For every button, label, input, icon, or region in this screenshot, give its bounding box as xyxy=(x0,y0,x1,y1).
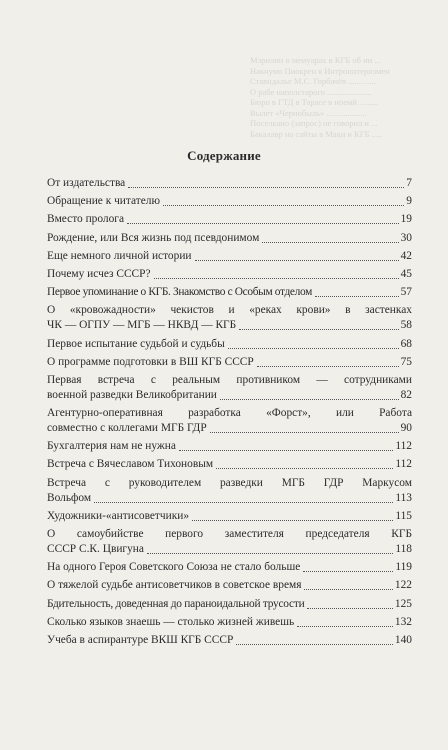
toc-entry-title: О тяжелой судьбе антисоветчиков в советское время xyxy=(47,579,302,592)
dot-leader xyxy=(192,520,393,521)
table-of-contents xyxy=(47,176,412,651)
toc-entry-page: 57 xyxy=(400,286,412,299)
toc-entry-page: 7 xyxy=(406,177,412,189)
page-title: Содержание xyxy=(187,148,261,163)
toc-entry-title: Обращение к читателю xyxy=(47,195,161,208)
dot-leader xyxy=(315,296,399,297)
toc-entry xyxy=(47,560,412,575)
toc-entry xyxy=(47,509,412,524)
dot-leader xyxy=(210,432,399,433)
toc-entry-title-line: О «кровожадности» чекистов и «реках крови» в застенках xyxy=(47,304,412,317)
toc-entry xyxy=(47,439,412,454)
dot-leader xyxy=(179,450,393,451)
toc-entry-page: 82 xyxy=(400,388,412,401)
toc-entry-page: 19 xyxy=(400,213,412,226)
toc-entry xyxy=(47,355,412,370)
toc-entry-title-line: Первая встреча с реальным противником — сотрудниками xyxy=(47,373,412,386)
toc-entry-title: Еще немного личной истории xyxy=(47,249,192,262)
bleed-through-text xyxy=(250,55,448,139)
toc-entry-title: Бдительность, доведенная до параноидальной трусости xyxy=(47,597,305,610)
toc-entry xyxy=(47,406,412,436)
toc-entry-title: Первое испытание судьбой и судьбы xyxy=(47,337,225,350)
toc-entry-title: На одного Героя Советского Союза не стало больше xyxy=(47,561,301,574)
toc-entry xyxy=(47,597,412,612)
dot-leader xyxy=(163,205,404,206)
toc-entry-title: Рождение, или Вся жизнь под псевдонимом xyxy=(47,231,260,244)
toc-entry-page: 58 xyxy=(400,319,412,332)
toc-entry-title: О программе подготовки в ВШ КГБ СССР xyxy=(47,355,254,368)
toc-entry-page: 122 xyxy=(394,579,412,592)
toc-entry-page: 115 xyxy=(395,509,412,522)
toc-entry xyxy=(47,578,412,593)
toc-entry-page: 75 xyxy=(400,355,412,368)
toc-entry-page: 118 xyxy=(395,543,412,555)
toc-entry-page: 132 xyxy=(394,615,412,628)
dot-leader xyxy=(220,399,399,400)
toc-entry-title: От издательства xyxy=(47,177,126,189)
toc-entry-title: Вместо пролога xyxy=(47,213,125,226)
toc-entry-title: Учеба в аспирантуре ВКШ КГБ СССР xyxy=(47,633,234,646)
toc-entry-page: 45 xyxy=(400,267,412,280)
toc-entry xyxy=(47,267,412,282)
toc-entry xyxy=(47,249,412,264)
toc-entry xyxy=(47,337,412,352)
toc-entry xyxy=(47,231,412,246)
toc-entry xyxy=(47,176,412,191)
dot-leader xyxy=(297,626,393,627)
toc-entry-title-line: Встреча с руководителем разведки МГБ ГДР Маркусом xyxy=(47,476,412,489)
dot-leader xyxy=(128,187,404,188)
ghost-line: Мэрилин о мемуарах в КГБ об ии ... xyxy=(250,55,381,65)
ghost-line: Вылет «Чернобыль» ................... xyxy=(250,107,367,118)
toc-entry-page: 42 xyxy=(400,249,412,262)
toc-entry-title: Первое упоминание о КГБ. Знакомство с Особым отделом xyxy=(47,286,312,299)
toc-entry-page: 112 xyxy=(395,458,412,471)
dot-leader xyxy=(239,329,398,330)
ghost-line: Бакалавр на сайты в Маки и КГБ ..... xyxy=(250,128,383,139)
toc-entry-title: Художники-«антисоветчики» xyxy=(47,509,190,522)
toc-entry xyxy=(47,457,412,472)
toc-entry xyxy=(47,285,412,300)
toc-entry-page: 90 xyxy=(400,422,412,435)
dot-leader xyxy=(127,223,399,224)
ghost-line: Накнумо Пиокрен я Интроинтеризмен xyxy=(250,65,390,76)
toc-entry-title-line: ЧК — ОГПУ — МГБ — НКВД — КГБ xyxy=(47,319,237,332)
ghost-line: Бюро в ГТД в Тарасе в ноемй ......... xyxy=(250,97,379,107)
toc-entry xyxy=(47,615,412,630)
toc-entry-page: 9 xyxy=(406,195,412,208)
dot-leader xyxy=(228,348,399,349)
ghost-line: О рабе наполстарого ..................... xyxy=(250,86,372,97)
toc-entry xyxy=(47,633,412,648)
ghost-line: Ставидалье М.С. Горбачёв ............. xyxy=(250,76,376,86)
dot-leader xyxy=(195,260,399,261)
dot-leader xyxy=(257,366,399,367)
dot-leader xyxy=(236,644,393,645)
dot-leader xyxy=(216,468,393,469)
toc-entry-title: Бухгалтерия нам не нужна xyxy=(47,440,176,453)
dot-leader xyxy=(307,608,392,609)
toc-entry-title: Встреча с Вячеславом Тихоновым xyxy=(47,458,214,471)
toc-entry xyxy=(47,303,412,333)
toc-entry-page: 113 xyxy=(395,491,412,504)
dot-leader xyxy=(154,278,399,279)
toc-entry-title-line: Вольфом xyxy=(47,491,92,504)
dot-leader xyxy=(262,242,398,243)
dot-leader xyxy=(147,553,393,554)
dot-leader xyxy=(303,571,393,572)
toc-entry xyxy=(47,527,412,557)
toc-entry xyxy=(47,373,412,403)
ghost-line: Поселкано (запрос) не говорил и ... xyxy=(250,118,378,128)
toc-entry-title-line: Агентурно-оперативная разработка «Форст», или Работа xyxy=(47,407,412,420)
toc-entry-page: 140 xyxy=(394,633,412,646)
toc-entry-page: 30 xyxy=(400,231,412,244)
toc-entry-title-line: совместно с коллегами МГБ ГДР xyxy=(47,422,207,435)
toc-entry-title-line: СССР С.К. Цвигуна xyxy=(47,543,144,555)
toc-entry-page: 68 xyxy=(400,337,412,350)
toc-entry-title-line: военной разведки Великобритании xyxy=(47,388,217,401)
toc-entry-page: 125 xyxy=(394,597,412,610)
toc-entry-title: Сколько языков знаешь — столько жизней живешь xyxy=(47,615,295,628)
dot-leader xyxy=(304,589,392,590)
toc-entry-page: 112 xyxy=(395,440,412,453)
toc-entry-page: 119 xyxy=(395,561,412,574)
toc-entry xyxy=(47,194,412,209)
toc-entry-title: Почему исчез СССР? xyxy=(47,267,151,280)
toc-entry xyxy=(47,212,412,227)
dot-leader xyxy=(94,502,393,503)
toc-entry-title-line: О самоубийстве первого заместителя председателя КГБ xyxy=(47,528,412,540)
toc-entry xyxy=(47,476,412,506)
